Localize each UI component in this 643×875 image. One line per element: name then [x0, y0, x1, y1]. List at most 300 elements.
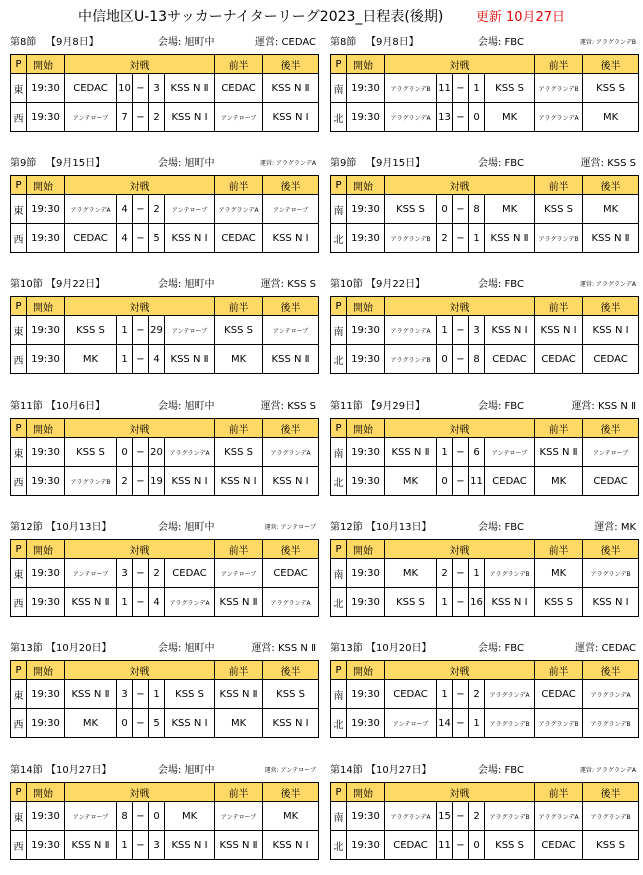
second-half-team: KSS N Ⅱ [263, 74, 319, 103]
table-header-row [11, 55, 319, 74]
match-date: 【10月27日】 [46, 765, 112, 776]
home-team: アラグランデB [385, 345, 437, 374]
first-half-team: KSS N Ⅰ [215, 467, 263, 496]
away-team: アラグランデB [485, 709, 535, 738]
home-score: 1 [437, 588, 453, 617]
away-score: 5 [149, 224, 165, 253]
score-dash: − [133, 224, 149, 253]
match-table [10, 296, 319, 374]
manager-label: 運営: CEDAC [574, 643, 636, 654]
col-header-match: 対戦 [385, 783, 535, 802]
col-header-second-half: 後半 [263, 176, 319, 195]
round-label: 第12節 [10, 522, 43, 533]
col-header-second-half: 後半 [263, 783, 319, 802]
away-score: 0 [149, 802, 165, 831]
col-header-first-half: 前半 [535, 176, 583, 195]
col-header-second-half: 後半 [583, 176, 639, 195]
home-score: 2 [437, 559, 453, 588]
away-score: 2 [149, 103, 165, 132]
kickoff-time: 19:30 [347, 74, 385, 103]
home-score: 2 [117, 467, 133, 496]
table-row [331, 467, 639, 496]
table-row [11, 316, 319, 345]
pitch-side: 北 [331, 831, 347, 860]
round-label: 第11節 [330, 401, 363, 412]
title-text: 中信地区U-13サッカーナイターリーグ2023_日程表(後期) [77, 9, 444, 25]
away-team: MK [165, 802, 215, 831]
round-label: 第10節 [10, 279, 43, 290]
away-score: 4 [149, 588, 165, 617]
second-half-team: KSS N Ⅱ [583, 224, 639, 253]
table-header-row [331, 540, 639, 559]
col-header-start: 開始 [27, 419, 65, 438]
first-half-team: CEDAC [535, 345, 583, 374]
away-team: アラグランデA [165, 588, 215, 617]
col-header-second-half: 後半 [263, 540, 319, 559]
home-score: 2 [437, 224, 453, 253]
round-label: 第8節 [10, 37, 37, 48]
second-half-team: アラグランデA [263, 588, 319, 617]
match-date: 【10月13日】 [46, 522, 112, 533]
away-score: 1 [469, 559, 485, 588]
kickoff-time: 19:30 [347, 224, 385, 253]
pitch-side: 北 [331, 103, 347, 132]
pitch-side: 東 [11, 438, 27, 467]
table-row [331, 195, 639, 224]
pitch-side: 南 [331, 802, 347, 831]
away-team: アンテローブ [165, 195, 215, 224]
pitch-side: 西 [11, 467, 27, 496]
pitch-side: 西 [11, 588, 27, 617]
away-score: 2 [149, 559, 165, 588]
home-score: 11 [437, 74, 453, 103]
col-header-match: 対戦 [65, 540, 215, 559]
away-score: 1 [149, 680, 165, 709]
home-team: アラグランデA [385, 103, 437, 132]
home-team: CEDAC [65, 74, 117, 103]
table-row [11, 559, 319, 588]
venue-label: 会場: FBC [478, 279, 524, 290]
home-score: 0 [437, 345, 453, 374]
match-date: 【10月20日】 [366, 643, 432, 654]
away-score: 3 [469, 316, 485, 345]
table-row [11, 709, 319, 738]
round-label: 第8節 [330, 37, 357, 48]
home-team: アンテローブ [65, 802, 117, 831]
first-half-team: KSS S [535, 588, 583, 617]
first-half-team: CEDAC [535, 831, 583, 860]
home-team: アンテローブ [65, 559, 117, 588]
away-team: KSS N Ⅱ [485, 224, 535, 253]
home-score: 1 [117, 345, 133, 374]
score-dash: − [133, 680, 149, 709]
table-row [331, 316, 639, 345]
score-dash: − [133, 709, 149, 738]
round-label: 第12節 [330, 522, 363, 533]
round-label: 第9節 [330, 158, 357, 169]
away-team: KSS S [485, 74, 535, 103]
first-half-team: KSS N Ⅱ [215, 588, 263, 617]
second-half-team: CEDAC [583, 467, 639, 496]
table-row [331, 802, 639, 831]
away-team: CEDAC [485, 345, 535, 374]
home-team: KSS N Ⅱ [65, 831, 117, 860]
second-half-team: アンテローブ [583, 438, 639, 467]
match-date: 【10月27日】 [366, 765, 432, 776]
home-team: CEDAC [65, 224, 117, 253]
away-team: KSS N Ⅰ [165, 103, 215, 132]
block-header [330, 36, 638, 50]
first-half-team: アラグランデA [535, 103, 583, 132]
away-team: CEDAC [165, 559, 215, 588]
kickoff-time: 19:30 [347, 467, 385, 496]
first-half-team: CEDAC [215, 224, 263, 253]
venue-label: 会場: FBC [478, 522, 524, 533]
match-table [10, 782, 319, 860]
col-header-first-half: 前半 [535, 540, 583, 559]
col-header-start: 開始 [347, 419, 385, 438]
score-dash: − [453, 680, 469, 709]
col-header-p: P [11, 297, 27, 316]
score-dash: − [453, 467, 469, 496]
home-score: 10 [117, 74, 133, 103]
home-team: KSS N Ⅱ [385, 438, 437, 467]
away-team: KSS N Ⅱ [165, 74, 215, 103]
first-half-team: KSS S [535, 195, 583, 224]
kickoff-time: 19:30 [27, 195, 65, 224]
venue-label: 会場: 旭町中 [158, 401, 215, 412]
manager-label: 運営: MK [594, 522, 636, 533]
col-header-p: P [331, 419, 347, 438]
home-team: アラグランデB [385, 224, 437, 253]
away-score: 20 [149, 438, 165, 467]
block-header [330, 400, 638, 414]
updated-date: 更新 10月27日 [475, 10, 566, 25]
round-label: 第10節 [330, 279, 363, 290]
col-header-second-half: 後半 [583, 297, 639, 316]
first-half-team: KSS N Ⅱ [215, 831, 263, 860]
table-row [331, 559, 639, 588]
col-header-match: 対戦 [65, 176, 215, 195]
block-header [10, 400, 318, 414]
second-half-team: アラグランデB [583, 709, 639, 738]
kickoff-time: 19:30 [27, 802, 65, 831]
col-header-p: P [331, 661, 347, 680]
home-score: 13 [437, 103, 453, 132]
home-team: アラグランデA [385, 316, 437, 345]
round-label: 第13節 [330, 643, 363, 654]
home-team: KSS N Ⅱ [65, 680, 117, 709]
manager-label: 運営: KSS S [580, 158, 636, 169]
score-dash: − [133, 831, 149, 860]
pitch-side: 西 [11, 103, 27, 132]
round-label: 第9節 [10, 158, 37, 169]
score-dash: − [133, 559, 149, 588]
first-half-team: アラグランデB [535, 74, 583, 103]
venue-label: 会場: FBC [478, 765, 524, 776]
venue-label: 会場: FBC [478, 158, 524, 169]
pitch-side: 北 [331, 588, 347, 617]
away-score: 8 [469, 195, 485, 224]
table-header-row [331, 661, 639, 680]
home-team: CEDAC [385, 831, 437, 860]
pitch-side: 北 [331, 467, 347, 496]
manager-label: 運営: アンテローブ [264, 524, 316, 531]
second-half-team: アンテローブ [263, 195, 319, 224]
round-label: 第11節 [10, 401, 43, 412]
round-label: 第13節 [10, 643, 43, 654]
kickoff-time: 19:30 [347, 103, 385, 132]
second-half-team: MK [583, 195, 639, 224]
pitch-side: 東 [11, 680, 27, 709]
score-dash: − [453, 103, 469, 132]
table-header-row [11, 297, 319, 316]
block-header [10, 521, 318, 535]
home-team: KSS S [385, 195, 437, 224]
pitch-side: 南 [331, 559, 347, 588]
kickoff-time: 19:30 [347, 709, 385, 738]
pitch-side: 南 [331, 438, 347, 467]
first-half-team: アラグランデB [535, 224, 583, 253]
first-half-team: CEDAC [215, 74, 263, 103]
kickoff-time: 19:30 [27, 74, 65, 103]
col-header-second-half: 後半 [263, 661, 319, 680]
block-header [10, 764, 318, 778]
pitch-side: 西 [11, 345, 27, 374]
away-score: 0 [469, 831, 485, 860]
table-header-row [11, 419, 319, 438]
table-row [11, 831, 319, 860]
second-half-team: KSS N Ⅰ [583, 316, 639, 345]
score-dash: − [133, 103, 149, 132]
kickoff-time: 19:30 [347, 345, 385, 374]
match-table [10, 54, 319, 132]
home-team: アンテローブ [385, 709, 437, 738]
col-header-p: P [11, 55, 27, 74]
table-row [331, 224, 639, 253]
home-team: MK [385, 467, 437, 496]
table-row [331, 680, 639, 709]
away-team: アンテローブ [485, 438, 535, 467]
col-header-start: 開始 [347, 55, 385, 74]
table-row [11, 74, 319, 103]
home-team: アラグランデA [385, 802, 437, 831]
away-team: KSS N Ⅰ [485, 316, 535, 345]
table-row [11, 224, 319, 253]
col-header-start: 開始 [27, 783, 65, 802]
col-header-second-half: 後半 [263, 297, 319, 316]
kickoff-time: 19:30 [27, 588, 65, 617]
away-team: アラグランデA [485, 680, 535, 709]
col-header-start: 開始 [347, 176, 385, 195]
away-score: 1 [469, 224, 485, 253]
away-score: 3 [149, 74, 165, 103]
manager-label: 運営: アラグランデA [579, 767, 636, 774]
match-table [330, 175, 639, 253]
col-header-p: P [331, 540, 347, 559]
home-team: アラグランデA [65, 195, 117, 224]
away-score: 4 [149, 345, 165, 374]
away-score: 19 [149, 467, 165, 496]
kickoff-time: 19:30 [27, 680, 65, 709]
table-row [331, 74, 639, 103]
block-header [330, 521, 638, 535]
match-table [330, 660, 639, 738]
round-label: 第14節 [10, 765, 43, 776]
table-header-row [331, 783, 639, 802]
table-header-row [11, 540, 319, 559]
score-dash: − [133, 588, 149, 617]
first-half-team: アラグランデB [535, 709, 583, 738]
col-header-first-half: 前半 [215, 419, 263, 438]
score-dash: − [453, 831, 469, 860]
table-header-row [11, 176, 319, 195]
table-row [11, 438, 319, 467]
second-half-team: KSS N Ⅰ [263, 709, 319, 738]
first-half-team: アンテローブ [215, 559, 263, 588]
first-half-team: KSS N Ⅱ [535, 438, 583, 467]
col-header-first-half: 前半 [215, 661, 263, 680]
away-team: KSS N Ⅰ [165, 831, 215, 860]
home-score: 1 [117, 588, 133, 617]
col-header-second-half: 後半 [583, 419, 639, 438]
col-header-p: P [331, 176, 347, 195]
kickoff-time: 19:30 [27, 103, 65, 132]
away-score: 2 [469, 802, 485, 831]
manager-label: 運営: アンテローブ [264, 767, 316, 774]
second-half-team: アラグランデB [583, 559, 639, 588]
pitch-side: 南 [331, 680, 347, 709]
match-table [330, 539, 639, 617]
kickoff-time: 19:30 [347, 195, 385, 224]
kickoff-time: 19:30 [27, 438, 65, 467]
away-team: アラグランデB [485, 802, 535, 831]
first-half-team: MK [535, 467, 583, 496]
kickoff-time: 19:30 [27, 709, 65, 738]
kickoff-time: 19:30 [347, 831, 385, 860]
manager-label: 運営: アラグランデA [579, 281, 636, 288]
block-header [10, 36, 318, 50]
score-dash: − [453, 559, 469, 588]
second-half-team: MK [263, 802, 319, 831]
col-header-first-half: 前半 [535, 297, 583, 316]
first-half-team: アラグランデA [535, 802, 583, 831]
col-header-start: 開始 [27, 661, 65, 680]
col-header-match: 対戦 [65, 661, 215, 680]
kickoff-time: 19:30 [27, 316, 65, 345]
table-header-row [331, 55, 639, 74]
manager-label: 運営: KSS N Ⅱ [571, 401, 636, 412]
score-dash: − [453, 74, 469, 103]
col-header-first-half: 前半 [215, 297, 263, 316]
pitch-side: 南 [331, 74, 347, 103]
away-score: 2 [149, 195, 165, 224]
away-score: 0 [469, 103, 485, 132]
first-half-team: KSS S [215, 316, 263, 345]
away-team: KSS S [485, 831, 535, 860]
home-score: 4 [117, 195, 133, 224]
venue-label: 会場: 旭町中 [158, 765, 215, 776]
match-date: 【9月15日】 [46, 158, 106, 169]
col-header-start: 開始 [347, 783, 385, 802]
pitch-side: 西 [11, 709, 27, 738]
table-row [11, 802, 319, 831]
away-team: KSS N Ⅱ [165, 345, 215, 374]
block-header [330, 157, 638, 171]
table-header-row [11, 661, 319, 680]
away-score: 11 [469, 467, 485, 496]
block-header [10, 157, 318, 171]
match-date: 【9月8日】 [366, 37, 419, 48]
table-row [11, 103, 319, 132]
manager-label: 運営: アラグランデB [579, 39, 636, 46]
score-dash: − [453, 709, 469, 738]
col-header-p: P [331, 783, 347, 802]
home-team: MK [65, 345, 117, 374]
table-header-row [331, 176, 639, 195]
kickoff-time: 19:30 [27, 224, 65, 253]
kickoff-time: 19:30 [347, 438, 385, 467]
pitch-side: 西 [11, 224, 27, 253]
away-team: CEDAC [485, 467, 535, 496]
pitch-side: 北 [331, 709, 347, 738]
col-header-p: P [11, 540, 27, 559]
col-header-match: 対戦 [385, 297, 535, 316]
second-half-team: アンテローブ [263, 316, 319, 345]
block-header [330, 278, 638, 292]
away-score: 8 [469, 345, 485, 374]
col-header-match: 対戦 [65, 55, 215, 74]
score-dash: − [453, 195, 469, 224]
kickoff-time: 19:30 [347, 559, 385, 588]
first-half-team: MK [535, 559, 583, 588]
col-header-start: 開始 [27, 297, 65, 316]
table-row [11, 680, 319, 709]
away-team: MK [485, 103, 535, 132]
pitch-side: 北 [331, 224, 347, 253]
score-dash: − [133, 345, 149, 374]
col-header-p: P [11, 661, 27, 680]
col-header-match: 対戦 [385, 661, 535, 680]
venue-label: 会場: 旭町中 [158, 158, 215, 169]
home-score: 0 [437, 195, 453, 224]
manager-label: 運営: KSS S [260, 401, 316, 412]
col-header-second-half: 後半 [263, 55, 319, 74]
match-table [10, 660, 319, 738]
col-header-start: 開始 [27, 55, 65, 74]
pitch-side: 西 [11, 831, 27, 860]
col-header-first-half: 前半 [535, 661, 583, 680]
venue-label: 会場: 旭町中 [158, 37, 215, 48]
col-header-match: 対戦 [65, 419, 215, 438]
second-half-team: KSS N Ⅰ [263, 831, 319, 860]
home-team: KSS S [65, 316, 117, 345]
first-half-team: KSS N Ⅱ [215, 680, 263, 709]
match-date: 【9月15日】 [366, 158, 426, 169]
score-dash: − [133, 316, 149, 345]
first-half-team: アンテローブ [215, 802, 263, 831]
score-dash: − [453, 802, 469, 831]
col-header-start: 開始 [347, 540, 385, 559]
col-header-start: 開始 [27, 176, 65, 195]
second-half-team: KSS N Ⅰ [263, 224, 319, 253]
first-half-team: アラグランデA [215, 195, 263, 224]
kickoff-time: 19:30 [27, 831, 65, 860]
home-score: 1 [437, 316, 453, 345]
col-header-p: P [331, 297, 347, 316]
home-team: アンテローブ [65, 103, 117, 132]
table-row [11, 345, 319, 374]
